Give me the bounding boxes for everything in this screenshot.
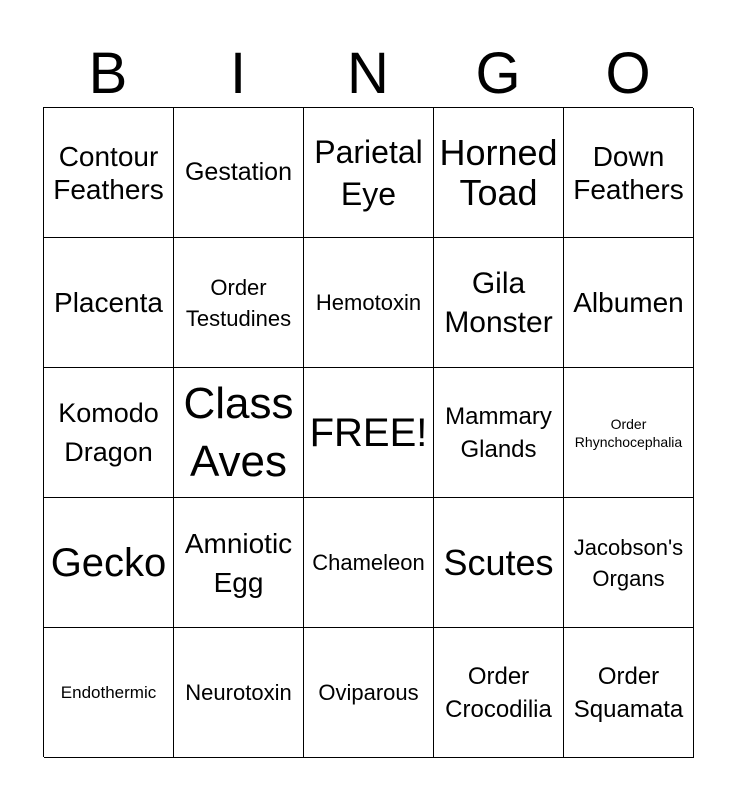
bingo-cell[interactable] (44, 108, 174, 238)
bingo-cell[interactable] (44, 238, 174, 368)
bingo-cell[interactable] (434, 368, 564, 498)
bingo-cell[interactable] (434, 628, 564, 758)
cell-label: Horned Toad (439, 131, 558, 213)
bingo-cell[interactable] (174, 368, 304, 498)
bingo-cell[interactable] (564, 498, 694, 628)
header-letter-o: O (605, 41, 651, 106)
bingo-cell[interactable] (564, 628, 694, 758)
cell-label: Gila Monster (444, 266, 553, 339)
cell-label: Class Aves (183, 378, 294, 486)
bingo-cell[interactable] (304, 498, 434, 628)
cell-label: Komodo Dragon (58, 397, 159, 467)
cell-label: Jacobson's Organs (573, 534, 684, 591)
cell-label: Contour Feathers (53, 140, 164, 205)
bingo-cell[interactable] (304, 368, 434, 498)
cell-label: Oviparous (318, 680, 419, 705)
cell-label: FREE! (309, 410, 428, 455)
bingo-cell[interactable] (304, 108, 434, 238)
bingo-cell[interactable] (174, 628, 304, 758)
cell-label: Order Testudines (185, 274, 292, 331)
bingo-cell[interactable] (174, 238, 304, 368)
cell-label: Down Feathers (573, 140, 684, 205)
bingo-cell[interactable] (44, 628, 174, 758)
bingo-cell[interactable] (564, 368, 694, 498)
bingo-cell[interactable] (304, 628, 434, 758)
bingo-cell[interactable] (44, 368, 174, 498)
cell-label: Mammary Glands (445, 402, 552, 463)
bingo-cell[interactable] (434, 498, 564, 628)
cell-label: Parietal Eye (314, 133, 423, 212)
header-letter-i: I (229, 41, 247, 106)
bingo-cell[interactable] (174, 498, 304, 628)
cell-label: Neurotoxin (185, 680, 292, 705)
cell-label: Albumen (573, 287, 684, 318)
cell-label: Chameleon (312, 550, 425, 575)
bingo-cell[interactable] (564, 108, 694, 238)
bingo-cell[interactable] (304, 238, 434, 368)
cell-label: Gecko (50, 540, 167, 585)
cell-label: Order Squamata (573, 662, 684, 723)
bingo-cell[interactable] (434, 108, 564, 238)
cell-label: Scutes (443, 541, 554, 583)
bingo-cell[interactable] (174, 108, 304, 238)
bingo-header (43, 40, 693, 108)
header-letter-g: G (475, 41, 521, 106)
cell-label: Amniotic Egg (184, 527, 293, 598)
header-letter-b: B (88, 41, 128, 106)
cell-label: Placenta (54, 287, 163, 318)
bingo-cell[interactable] (564, 238, 694, 368)
bingo-cell[interactable] (434, 238, 564, 368)
bingo-board (43, 107, 693, 757)
header-letter-n: N (347, 41, 389, 106)
cell-label: Endothermic (60, 683, 157, 702)
cell-label: Hemotoxin (315, 290, 422, 315)
bingo-cell[interactable] (44, 498, 174, 628)
cell-label: Order Rhynchocephalia (574, 415, 683, 450)
cell-label: Gestation (184, 158, 292, 186)
cell-label: Order Crocodilia (445, 662, 552, 723)
